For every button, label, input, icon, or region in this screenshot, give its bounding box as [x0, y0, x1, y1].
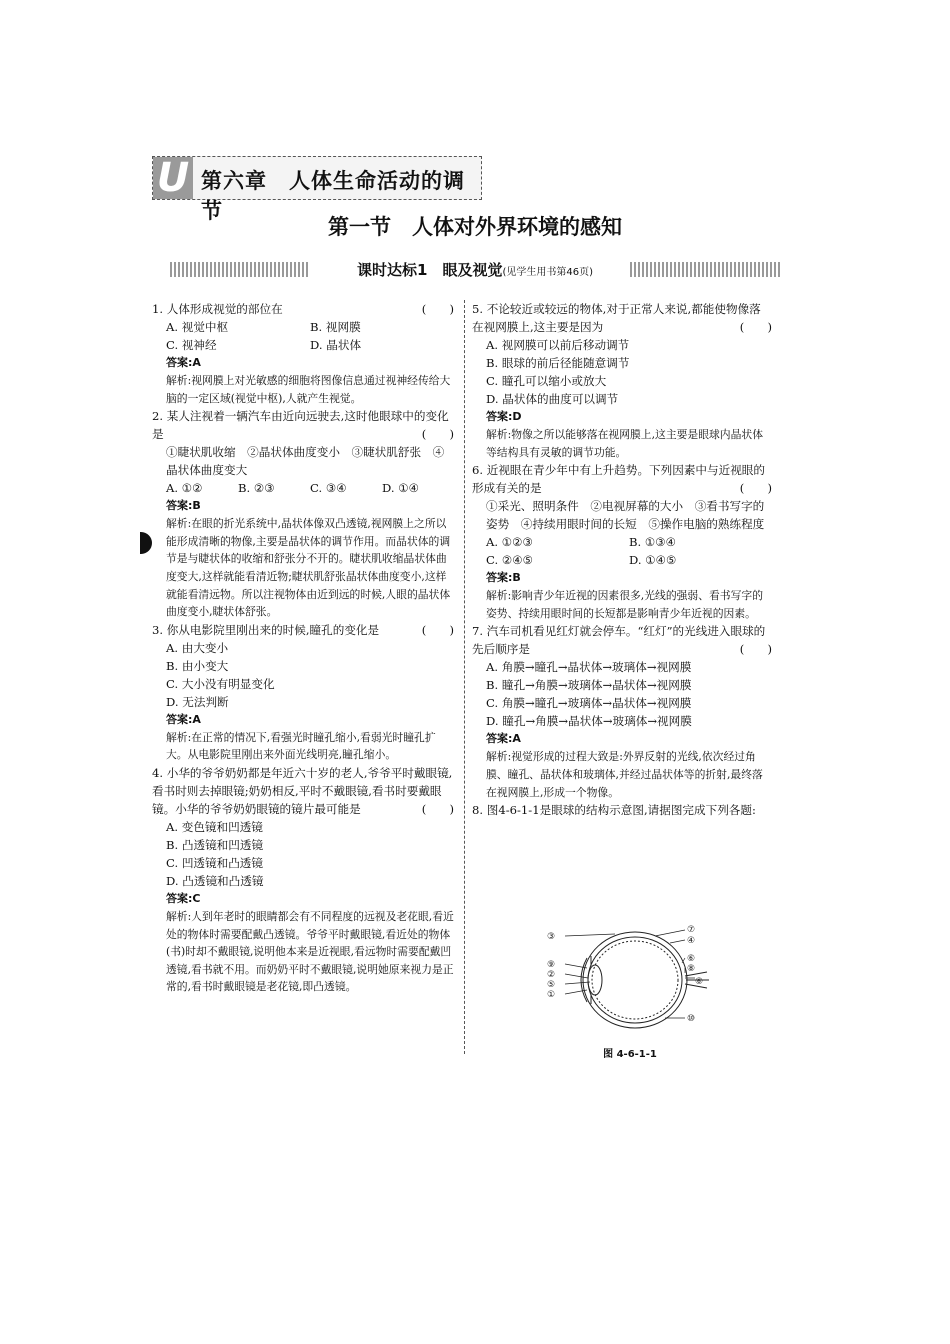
hatch-right	[630, 262, 780, 277]
lesson-ref: (见学生用书第46页)	[502, 267, 593, 278]
chapter-header	[152, 155, 482, 223]
options: A. 视觉中枢 B. 视网膜	[166, 320, 361, 334]
explanation: 解析:在眼的折光系统中,晶状体像双凸透镜,视网膜上之所以能形成清晰的物像,主要是晶状体的调节作用。而晶状体的调节是与睫状体的收缩和舒张分不开的。睫状肌收缩晶状体曲度变大,这样就能看清近物;睫状肌舒张晶状体曲度变小,这样就能看清远物。所以注视物体由近到远的时候,人眼的晶状体曲度变小,睫状体舒张。	[166, 517, 451, 619]
explanation: 解析:人到年老时的眼睛都会有不同程度的远视及老花眼,看近处的物体时需要配戴凸透镜。爷爷平时戴眼镜,看近处的物体(书)时却不戴眼镜,说明他本来是近视眼,看远物时需要配戴凹透镜,看书就不用。而奶奶平时不戴眼镜,说明她原来视力是正常的,看书时戴眼镜是老花镜,即凸透镜。	[166, 909, 454, 994]
option: C. 凹透镜和凸透镜	[166, 855, 263, 870]
option: D. 无法判断	[166, 694, 229, 709]
option: C. 瞳孔可以缩小或放大	[486, 374, 607, 388]
answer: 答案:B	[166, 499, 201, 513]
option: B. 眼球的前后径能随意调节	[486, 356, 630, 370]
option: A. 由大变小	[166, 640, 229, 655]
option: D. 凸透镜和凸透镜	[166, 873, 264, 888]
answer: 答案:A	[166, 356, 201, 369]
question-5	[472, 300, 772, 461]
statement-items: ①采光、照明条件 ②电视屏幕的大小 ③看书写字的姿势 ④持续用眼时间的长短 ⑤操作电脑的熟练程度	[486, 499, 765, 532]
option: A. 变色镜和凹透镜	[166, 819, 263, 834]
label-left-5: ①	[547, 990, 556, 1000]
label-left-1: ③	[547, 932, 556, 942]
option: D. 晶状体的曲度可以调节	[486, 392, 619, 406]
explanation: 解析:视网膜上对光敏感的细胞将图像信息通过视神经传给大脑的一定区域(视觉中枢),人就产生视觉。	[166, 374, 451, 405]
label-left-4: ⑤	[547, 980, 556, 990]
option: C. 大小没有明显变化	[166, 676, 275, 691]
page-edge-tab	[140, 532, 152, 554]
options: A. ①② B. ②③ C. ③④ D. ①④	[166, 481, 420, 496]
question-stem: 5. 不论较近或较远的物体,对于正常人来说,都能使物像落在视网膜上,这主要是因为 ( )	[472, 302, 772, 334]
answer: 答案:A	[166, 712, 201, 726]
explanation: 解析:影响青少年近视的因素很多,光线的强弱、看书写字的姿势、持续用眼时间的长短都是影响青少年近视的因素。	[486, 589, 763, 620]
answer: 答案:A	[486, 732, 521, 746]
question-stem: 1. 人体形成视觉的部位在 ( )	[152, 302, 454, 316]
retina-layer	[592, 941, 678, 1019]
label-right-4: ⑧	[687, 964, 696, 974]
question-2	[152, 407, 454, 621]
explanation: 解析:视觉形成的过程大致是:外界反射的光线,依次经过角膜、瞳孔、晶状体和玻璃体,并经过晶状体等的折射,最终落在视网膜上,形成一个物像。	[486, 750, 763, 799]
chapter-logo: U	[153, 157, 193, 199]
options: A. ①②③ B. ①③④	[486, 535, 677, 550]
option: A. 视网膜可以前后移动调节	[486, 338, 630, 352]
question-stem: 7. 汽车司机看见红灯就会停车。“红灯”的光线进入眼球的先后顺序是 ( )	[472, 624, 772, 657]
question-6	[472, 461, 772, 622]
options: C. 视神经 D. 晶状体	[166, 338, 362, 352]
lesson-title	[305, 259, 645, 280]
eyeball-outline	[583, 932, 687, 1028]
label-left-2: ⑨	[547, 960, 556, 970]
section-title: 第一节 人体对外界环境的感知	[328, 215, 622, 239]
label-right-1: ⑦	[687, 925, 696, 935]
left-column	[152, 300, 454, 996]
answer: 答案:D	[486, 410, 522, 423]
lesson-title-text: 课时达标1 眼及视觉	[357, 261, 503, 279]
option: A. 角膜→瞳孔→晶状体→玻璃体→视网膜	[486, 660, 692, 675]
question-stem: 8. 图4-6-1-1是眼球的结构示意图,请据图完成下列各题:	[472, 803, 756, 818]
chapter-title: 第六章 人体生命活动的调节	[201, 169, 465, 223]
label-right-5: ⑥	[695, 977, 704, 987]
option: B. 由小变大	[166, 658, 229, 673]
question-8	[472, 801, 772, 819]
answer: 答案:C	[166, 891, 201, 905]
figure-caption: 图 4-6-1-1	[603, 1049, 657, 1060]
right-column	[472, 300, 772, 819]
question-stem: 2. 某人注视着一辆汽车由近向远驶去,这时他眼球中的变化是 ( )	[152, 409, 454, 442]
question-stem: 3. 你从电影院里刚出来的时候,瞳孔的变化是 ( )	[152, 622, 454, 637]
option: B. 凸透镜和凹透镜	[166, 837, 264, 852]
question-stem: 4. 小华的爷爷奶奶都是年近六十岁的老人,爷爷平时戴眼镜,看书时则去掉眼镜;奶奶相反,平时不戴眼镜,看书时要戴眼镜。小华的爷爷奶奶眼镜的镜片最可能是 ( )	[152, 765, 454, 816]
option: D. 瞳孔→角膜→晶状体→玻璃体→视网膜	[486, 714, 692, 729]
label-right-2: ④	[687, 936, 696, 946]
hatch-left	[170, 262, 310, 277]
explanation: 解析:物像之所以能够落在视网膜上,这主要是眼球内晶状体等结构具有灵敏的调节功能。	[486, 428, 763, 459]
statement-items: ①睫状肌收缩 ②晶状体曲度变小 ③睫状肌舒张 ④晶状体曲度变大	[166, 445, 445, 478]
option: B. 瞳孔→角膜→玻璃体→晶状体→视网膜	[486, 678, 692, 693]
eye-diagram	[535, 918, 715, 1048]
answer: 答案:B	[486, 571, 521, 585]
question-1	[152, 300, 454, 407]
lens	[588, 965, 602, 995]
explanation: 解析:在正常的情况下,看强光时瞳孔缩小,看弱光时瞳孔扩大。从电影院里刚出来外面光线明亮,瞳孔缩小。	[166, 730, 436, 762]
question-4	[152, 764, 454, 996]
label-right-6: ⑩	[687, 1014, 696, 1024]
question-3	[152, 621, 454, 764]
question-7	[472, 622, 772, 801]
column-divider	[464, 300, 465, 1054]
options: C. ②④⑤ D. ①④⑤	[486, 553, 677, 568]
label-right-3: ⑥	[687, 954, 696, 964]
question-stem: 6. 近视眼在青少年中有上升趋势。下列因素中与近视眼的形成有关的是 ( )	[472, 463, 772, 496]
option: C. 角膜→瞳孔→玻璃体→晶状体→视网膜	[486, 696, 692, 711]
label-left-3: ②	[547, 970, 556, 980]
